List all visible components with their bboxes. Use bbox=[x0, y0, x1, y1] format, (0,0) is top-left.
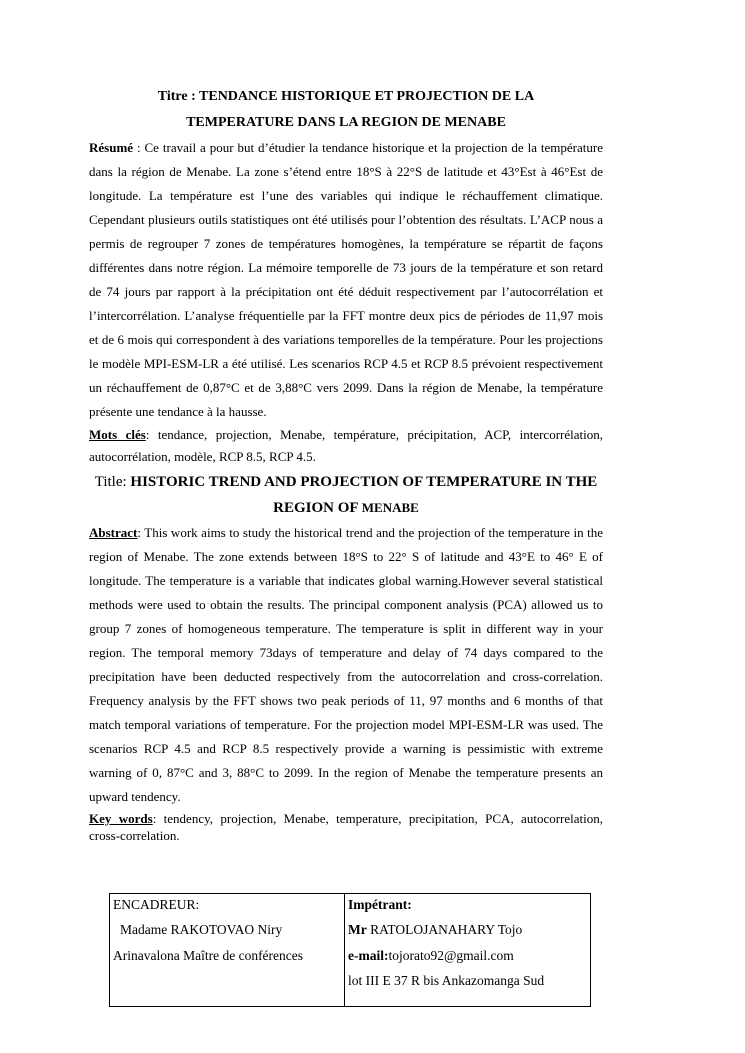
french-title-line2: TEMPERATURE DANS LA REGION DE MENABE bbox=[186, 115, 506, 130]
info-table bbox=[109, 893, 591, 1007]
abstract-label: Abstract bbox=[89, 525, 138, 540]
english-title bbox=[89, 469, 603, 521]
english-abstract bbox=[89, 521, 603, 809]
email-label: e-mail: bbox=[348, 948, 389, 963]
email-line bbox=[348, 947, 514, 965]
candidate-heading: Impétrant: bbox=[348, 897, 412, 912]
supervisor-heading: ENCADREUR: bbox=[113, 897, 200, 912]
abstract-text: : This work aims to study the historical trend and the projection of the temperature in the region of Menabe. The zone extends between 18°S to 22° S of latitude and 43°E to 46° E of longitude. The temperature is a variable that indicates global warning.However several statistical methods were used to obtain the results. The principal component analysis (PCA) allowed us to group 7 zones of homogeneous temperature. The temperature is split in different way in your region. The temporal memory 73days of temperature and delay of 74 days compared to the precipitation have been deducted respectively from the autocorrelation and cross-correlation. Frequency analysis by the FFT shows two peak periods of 11, 97 months and 6 months of that match temporal variations of temperature. For the projection model MPI-ESM-LR was used. The scenarios RCP 4.5 and RCP 8.5 respectively provide a warning is pessimistic with extreme warning of 0, 87°C and 3, 88°C to 2099. In the region of Menabe the temperature presents an upward tendency. bbox=[89, 525, 603, 804]
mots-cles-text: : tendance, projection, Menabe, température, précipitation, ACP, intercorrélation, autocorrélation, modèle, RCP 8.5, RCP 4.5. bbox=[89, 427, 603, 464]
french-title bbox=[89, 84, 603, 136]
candidate-name-line bbox=[348, 921, 522, 939]
english-title-line2 bbox=[89, 495, 603, 521]
english-title-line2-a: REGION OF bbox=[273, 500, 362, 516]
french-title-line1: Titre : TENDANCE HISTORIQUE ET PROJECTION DE LA bbox=[157, 89, 535, 104]
english-title-prefix: Title: bbox=[94, 474, 131, 490]
resume-text: : Ce travail a pour but d’étudier la tendance historique et la projection de la température dans la région de Menabe. La zone s’étend entre 18°S à 22°S de latitude et 43°Est à 46°Est de longitude. La température est l’une des variables qui indique le réchauffement climatique. Cependant plusieurs outils statistiques ont été utilisés pour l’obtention des résultats. L’ACP nous a permis de regrouper 7 zones de températures homogènes, la température se répartit de façons différentes dans notre région. La mémoire temporelle de 73 jours de la température et son retard de 74 jours par rapport à la précipitation ont été déduit respectivement par l’autocorrélation et l’intercorrélation. L’analyse fréquentielle par la FFT montre deux pics de périodes de 11,97 mois et de 6 mois qui correspondent à des variations temporelles de la température. Pour les projections le modèle MPI-ESM-LR a été utilisé. Les scenarios RCP 4.5 et RCP 8.5 prévoient respectivement un réchauffement de 0,87°C et de 3,88°C vers 2099. Dans la région de Menabe, la température présente une tendance à la hausse. bbox=[89, 140, 603, 419]
candidate-name: RATOLOJANAHARY Tojo bbox=[366, 922, 523, 937]
supervisor-title: Arinavalona Maître de conférences bbox=[113, 948, 304, 963]
candidate-cell bbox=[345, 894, 590, 1006]
email-value: tojorato92@gmail.com bbox=[388, 948, 514, 963]
document-body bbox=[89, 84, 603, 844]
resume-label: Résumé bbox=[89, 140, 134, 155]
mots-cles-label: Mots clés bbox=[89, 427, 146, 442]
english-title-line1 bbox=[89, 469, 603, 495]
english-keywords bbox=[89, 810, 603, 844]
key-words-label: Key words bbox=[89, 811, 153, 826]
address: lot III E 37 R bis Ankazomanga Sud bbox=[348, 973, 545, 988]
supervisor-name: Madame RAKOTOVAO Niry bbox=[120, 922, 283, 937]
english-title-line2-b: MENABE bbox=[361, 500, 419, 515]
supervisor-cell bbox=[110, 894, 345, 1006]
english-title-line1-text: HISTORIC TREND AND PROJECTION OF TEMPERATURE IN THE bbox=[130, 474, 598, 490]
french-keywords bbox=[89, 424, 603, 468]
candidate-prefix: Mr bbox=[348, 922, 367, 937]
key-words-text: : tendency, projection, Menabe, temperature, precipitation, PCA, autocorrelation, cross-correlation. bbox=[89, 811, 603, 843]
french-abstract bbox=[89, 136, 603, 424]
